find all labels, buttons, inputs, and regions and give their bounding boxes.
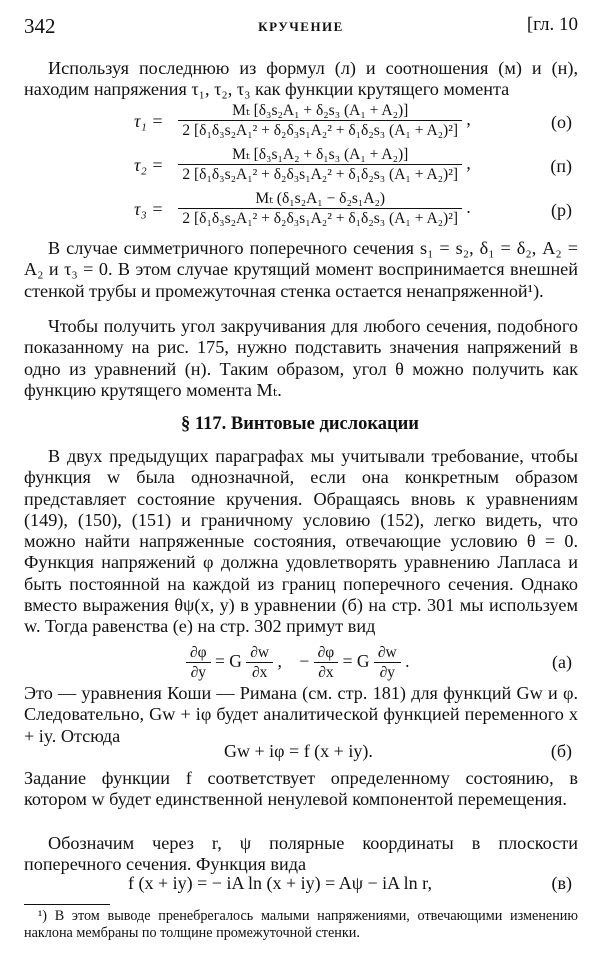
equation-a-body: [186, 644, 578, 682]
eq-tag-b: (б): [550, 741, 572, 761]
eq-fraction: [186, 644, 211, 682]
chapter-ref: [гл. 10: [526, 14, 578, 35]
eq-fraction: [178, 146, 462, 184]
paragraph-text: В случае симметричного поперечного сечения s₁ = s₂, δ₁ = δ₂, A₂ = A₂ и τ₃ = 0. В этом случае крутящий момент воспринимается внешней стенкой трубы и промежуточная стенка остается ненапряженной¹).: [24, 238, 578, 301]
eq-text: f (x + iy) = − iA ln (x + iy) = Aψ − iA ln r,: [128, 873, 432, 893]
page-number: 342: [24, 14, 56, 38]
eq-numerator: ∂φ: [190, 644, 207, 661]
paragraph-twist-angle: [24, 316, 578, 401]
section-title: § 117. Винтовые дислокации: [181, 414, 419, 434]
eq-denominator: ∂x: [246, 662, 273, 682]
eq-denominator: 2 [δ₁δ₃s₂A₁² + δ₂δ₃s₁A₂² + δ₁δ₂s₃ (A₁ + A₂)²]: [178, 208, 462, 228]
footnote: ¹) В этом выводе пренебрегалось малыми напряжениями, отвечающими изменению наклона мембраны по толщине промежуточной стенки.: [24, 908, 578, 941]
eq-text: = G: [214, 651, 242, 672]
eq-numerator: ∂φ: [317, 644, 335, 661]
footnote-rule: [24, 904, 110, 905]
eq-numerator: Mₜ (δ₁s₂A₁ − δ₂s₁A₂): [255, 190, 386, 207]
eq-denominator: ∂y: [374, 662, 401, 682]
equation-v: [24, 873, 578, 897]
paragraph-text: В двух предыдущих параграфах мы учитывали требование, чтобы функция w была однозначной, если она конкретным образом представляет состояние кручения. Обращаясь вновь к уравнениям (149), (150), (151) и граничному условию (152), легко видеть, что можно найти напряженные состояния, отвечающие условию θ = 0. Функция напряжений φ должна удовлетворять уравнению Лапласа и быть постоянной на каждой из границ поперечного сечения. Однако вместо выражения θψ(x, y) в уравнении (б) на стр. 301 мы используем w. Тогда равенства (е) на стр. 302 примут вид: [24, 446, 578, 637]
eq-numerator: ∂w: [250, 644, 270, 661]
eq-fraction: [314, 644, 339, 682]
equation-o: [134, 102, 578, 140]
eq-punct: .: [405, 651, 410, 672]
paragraph-cauchy-riemann: [24, 683, 578, 747]
eq-text: Gw + iφ = f (x + iy).: [224, 741, 373, 761]
paragraph-function-f: [24, 768, 578, 811]
eq-numerator: Mₜ [δ₃s₁A₂ + δ₁s₃ (A₁ + A₂)]: [232, 146, 409, 163]
eq-punct: ,: [466, 109, 471, 130]
running-header: [24, 14, 578, 38]
eq-fraction: [374, 644, 401, 682]
equation-b: [24, 741, 578, 765]
eq-text: = G: [342, 651, 370, 672]
eq-denominator: ∂y: [186, 662, 211, 682]
eq-tag-o: (о): [551, 112, 572, 132]
equation-p: [134, 146, 578, 184]
eq-numerator: Mₜ [δ₃s₂A₁ + δ₂s₃ (A₁ + A₂)]: [232, 102, 409, 119]
eq-tag-p: (п): [550, 156, 572, 176]
eq-punct: .: [466, 197, 471, 218]
paragraph-intro: [24, 58, 578, 101]
eq-fraction: [178, 102, 462, 140]
paragraph-text: Задание функции f соответствует определенному состоянию, в котором w будет единственной ненулевой компонентой перемещения.: [24, 768, 578, 810]
eq-punct: ,: [466, 153, 471, 174]
paragraph-polar: [24, 833, 578, 876]
eq-lhs: τ₃ =: [134, 198, 164, 219]
paragraph-symmetric: [24, 238, 578, 302]
eq-text: , −: [277, 651, 310, 672]
stress-equations: [24, 102, 578, 232]
eq-tag-v: (в): [551, 873, 572, 893]
paragraph-text: Чтобы получить угол закручивания для любого сечения, подобного показанному на рис. 175, нужно подставить значения напряжений в одно из уравнений (н). Таким образом, угол θ можно получить как функцию крутящего момента Mₜ.: [24, 316, 578, 400]
eq-tag-r: (р): [551, 200, 572, 220]
eq-denominator: ∂x: [314, 662, 339, 682]
eq-lhs: τ₁ =: [134, 110, 164, 131]
eq-denominator: 2 [δ₁δ₃s₂A₁² + δ₂δ₃s₁A₂² + δ₁δ₂s₃ (A₁ + A₂)²]: [178, 120, 462, 140]
eq-fraction: [178, 190, 462, 228]
equation-a: [24, 644, 578, 684]
paragraph-text: Используя последнюю из формул (л) и соотношения (м) и (н), находим напряжения τ₁, τ₂, τ₃ как функции крутящего момента: [24, 58, 578, 100]
eq-fraction: [246, 644, 273, 682]
eq-denominator: 2 [δ₁δ₃s₂A₁² + δ₂δ₃s₁A₂² + δ₁δ₂s₃ (A₁ + A₂)²]: [178, 164, 462, 184]
running-title: КРУЧЕНИЕ: [258, 19, 344, 34]
equation-r: [134, 190, 578, 228]
eq-lhs: τ₂ =: [134, 154, 164, 175]
eq-numerator: ∂w: [377, 644, 397, 661]
paragraph-text: Это — уравнения Коши — Римана (см. стр. 181) для функций Gw и φ. Следовательно, Gw + iφ будет аналитической функцией переменного x + iy. Отсюда: [24, 683, 578, 746]
paragraph-text: Обозначим через r, ψ полярные координаты в плоскости поперечного сечения. Функция вида: [24, 833, 578, 875]
paragraph-dislocations: [24, 446, 578, 638]
eq-tag-a: (а): [552, 652, 572, 672]
